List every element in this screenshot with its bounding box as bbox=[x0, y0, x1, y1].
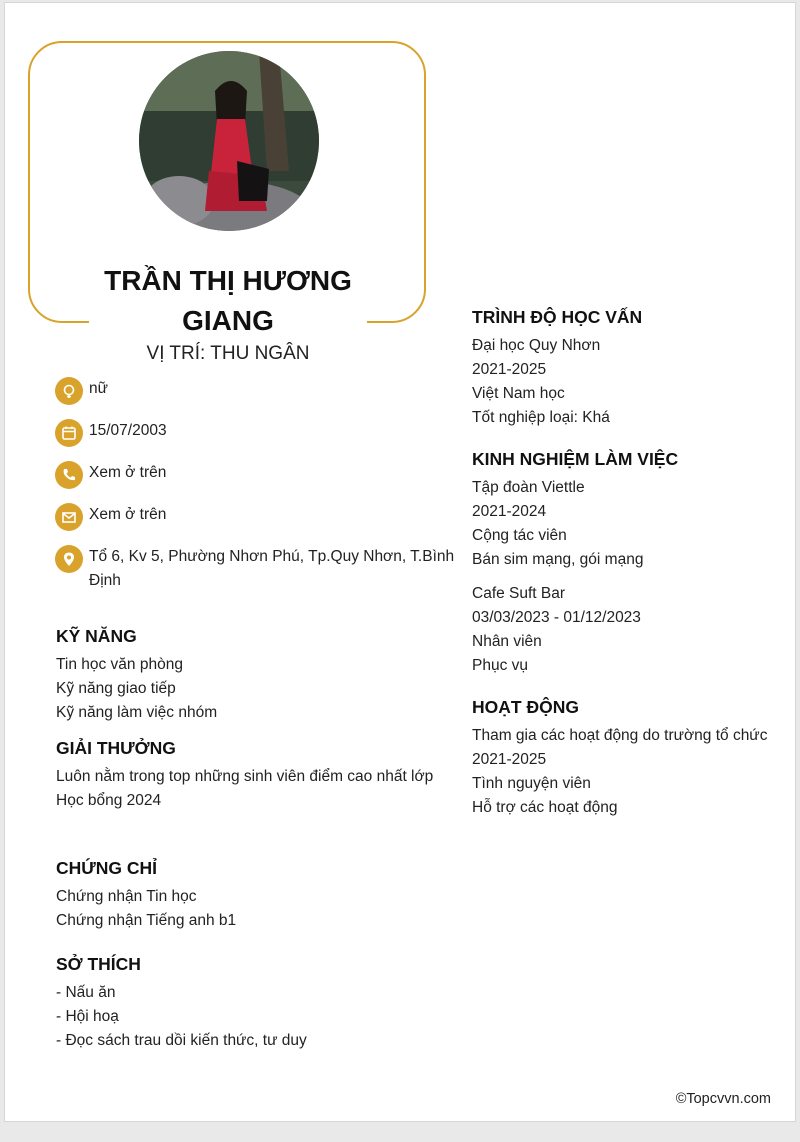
list-item: - Đọc sách trau dồi kiến thức, tư duy bbox=[56, 1032, 307, 1049]
job-role: Nhân viên bbox=[472, 633, 542, 650]
section-title: CHỨNG CHỈ bbox=[56, 858, 158, 878]
section-title: KINH NGHIỆM LÀM VIỆC bbox=[472, 449, 679, 469]
section-title: TRÌNH ĐỘ HỌC VẤN bbox=[472, 307, 643, 327]
job-company: Cafe Suft Bar bbox=[472, 585, 566, 602]
contact-value: nữ bbox=[89, 380, 108, 397]
experience-section bbox=[472, 448, 792, 678]
contact-birthday bbox=[55, 419, 455, 447]
activity-name: Tham gia các hoạt động do trường tổ chức bbox=[472, 727, 768, 744]
email-icon bbox=[55, 503, 83, 531]
list-item: Chứng nhận Tiếng anh b1 bbox=[56, 912, 237, 929]
contact-email bbox=[55, 503, 455, 531]
job-desc: Phục vụ bbox=[472, 657, 529, 674]
section-title: SỞ THÍCH bbox=[56, 954, 141, 974]
avatar bbox=[139, 51, 319, 231]
contact-value: 15/07/2003 bbox=[89, 422, 167, 439]
job-desc: Bán sim mạng, gói mạng bbox=[472, 551, 644, 568]
job-position: VỊ TRÍ: THU NGÂN bbox=[146, 343, 310, 364]
cv-page bbox=[4, 2, 796, 1122]
list-item: Kỹ năng làm việc nhóm bbox=[56, 704, 218, 721]
list-item: Luôn nằm trong top những sinh viên điểm cao nhất lớp bbox=[56, 768, 434, 785]
school-name: Đại học Quy Nhơn bbox=[472, 337, 601, 354]
list-item: - Nấu ăn bbox=[56, 984, 116, 1001]
candidate-name: TRẦN THỊ HƯƠNG GIANG bbox=[104, 265, 352, 336]
job-company: Tập đoàn Viettle bbox=[472, 479, 585, 496]
contact-phone bbox=[55, 461, 455, 489]
section-title: GIẢI THƯỞNG bbox=[56, 738, 176, 758]
footer-credit: ©Topcvvn.com bbox=[675, 1091, 771, 1107]
job-role: Cộng tác viên bbox=[472, 527, 567, 544]
list-item: Kỹ năng giao tiếp bbox=[56, 680, 176, 697]
activity-period: 2021-2025 bbox=[472, 751, 547, 768]
certificates-section bbox=[56, 857, 436, 933]
hobbies-section bbox=[56, 953, 436, 1053]
location-icon bbox=[55, 545, 83, 573]
education-grade: Tốt nghiệp loại: Khá bbox=[472, 409, 610, 426]
education-major: Việt Nam học bbox=[472, 385, 565, 402]
job-period: 03/03/2023 - 01/12/2023 bbox=[472, 609, 641, 626]
contact-value: Tổ 6, Kv 5, Phường Nhơn Phú, Tp.Quy Nhơn, T.Bình Định bbox=[89, 548, 455, 589]
job-period: 2021-2024 bbox=[472, 503, 547, 520]
contact-gender bbox=[55, 377, 455, 405]
section-title: HOẠT ĐỘNG bbox=[472, 697, 579, 717]
skills-section bbox=[56, 625, 436, 725]
activity-role: Tình nguyện viên bbox=[472, 775, 591, 792]
gender-icon bbox=[55, 377, 83, 405]
list-item: Tin học văn phòng bbox=[56, 656, 183, 673]
list-item: Chứng nhận Tin học bbox=[56, 888, 197, 905]
education-section bbox=[472, 306, 792, 430]
activity-desc: Hỗ trợ các hoạt động bbox=[472, 799, 618, 816]
education-period: 2021-2025 bbox=[472, 361, 547, 378]
list-item: Học bổng 2024 bbox=[56, 792, 162, 809]
contact-address bbox=[55, 545, 455, 593]
contact-value: Xem ở trên bbox=[89, 506, 167, 523]
awards-section bbox=[56, 737, 436, 813]
calendar-icon bbox=[55, 419, 83, 447]
phone-icon bbox=[55, 461, 83, 489]
list-item: - Hội hoạ bbox=[56, 1008, 119, 1025]
contact-value: Xem ở trên bbox=[89, 464, 167, 481]
activities-section bbox=[472, 696, 792, 820]
section-title: KỸ NĂNG bbox=[56, 626, 137, 646]
